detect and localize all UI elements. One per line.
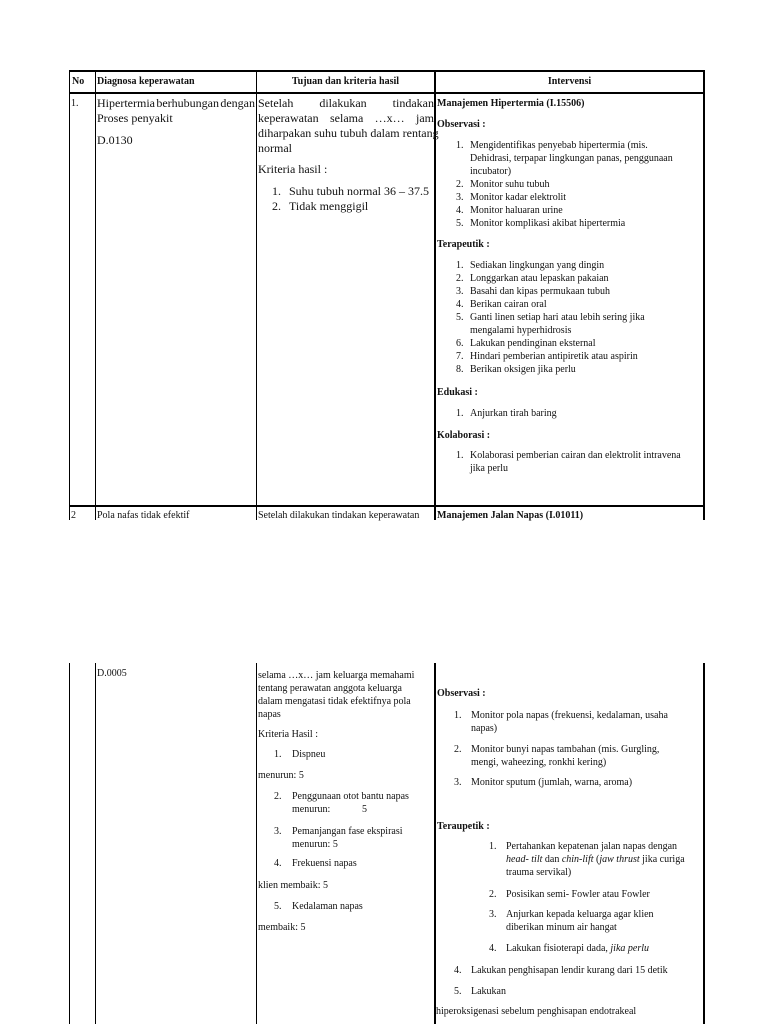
p2-terapeutik-item: Anjurkan kepada keluarga agar klien [506, 909, 654, 920]
observasi-item: Monitor komplikasi akibat hipertermia [470, 218, 626, 229]
p2-kriteria-item-cont: menurun: 5 [292, 839, 338, 850]
row1-tujuan-line2 [258, 111, 434, 126]
terapeutik-item: Hindari pemberian antipiretik atau aspirin [470, 351, 638, 362]
list-num: 5. [454, 986, 462, 997]
header-intervensi: Intervensi [547, 76, 592, 87]
p2-kriteria-label: Kriteria Hasil : [258, 729, 318, 740]
list-num: 1. [456, 140, 464, 151]
header-no: No [72, 76, 85, 87]
list-num: 5. [274, 901, 282, 912]
list-num: 4. [489, 943, 497, 954]
term-chin-lift: chin-lift [561, 854, 594, 865]
list-num: 8. [456, 364, 464, 375]
list-num: 1. [456, 450, 464, 461]
p2-terapeutik-item-cont: hiperoksigenasi sebelum penghisapan endotrakeal [436, 1006, 637, 1017]
observasi-item: Monitor suhu tubuh [470, 179, 550, 190]
conj: dan [542, 854, 562, 865]
kolaborasi-label: Kolaborasi : [437, 430, 491, 441]
row1-diag-code: D.0130 [97, 133, 133, 147]
observasi-item: Monitor haluaran urine [470, 205, 563, 216]
row1-diag-line2: Proses penyakit [97, 111, 173, 125]
list-num: 3. [456, 192, 464, 203]
list-num: 5. [456, 312, 464, 323]
observasi-item-cont: incubator) [470, 166, 512, 177]
kolaborasi-item-cont: jika perlu [470, 463, 509, 474]
list-num: 6. [456, 338, 464, 349]
p2-col-border-1 [95, 663, 96, 1024]
p2-kriteria-item: Pemanjangan fase ekspirasi [292, 826, 403, 837]
observasi-item-cont: Dehidrasi, terpapar lingkungan panas, penggunaan [470, 153, 673, 164]
terapeutik-item: Berikan cairan oral [470, 299, 547, 310]
list-num: 1. [274, 749, 282, 760]
row2-no: 2 [71, 510, 76, 521]
table-top-border [69, 70, 705, 72]
list-num: 5. [456, 218, 464, 229]
row1-no: 1. [71, 98, 79, 109]
terapeutik-item: Sediakan lingkungan yang dingin [470, 260, 605, 271]
p2-col-border-right [703, 663, 705, 1024]
list-num: 1. [456, 260, 464, 271]
terapeutik-item-cont: mengalami hyperhidrosis [470, 325, 572, 336]
tujuan-word: jam [416, 111, 434, 125]
terapeutik-item: Lakukan pendinginan eksternal [470, 338, 596, 349]
p2-kriteria-sub: membaik: 5 [258, 922, 306, 933]
p2-terapeutik-item-cont: diberikan minum air hangat [506, 922, 617, 933]
kriteria-item: Tidak menggigil [289, 199, 369, 213]
kolaborasi-item: Kolaborasi pemberian cairan dan elektrolit intravena [470, 450, 681, 461]
edukasi-label: Edukasi : [437, 387, 478, 398]
row1-tujuan-line1 [258, 96, 434, 111]
col-border-right [703, 70, 705, 520]
list-num: 4. [274, 858, 282, 869]
row1-tujuan-line4: normal [258, 141, 292, 155]
row2-diag-code: D.0005 [97, 668, 127, 679]
list-num: 2. [489, 889, 497, 900]
kriteria-item: Suhu tubuh normal 36 – 37.5 [289, 184, 429, 198]
list-num: 3. [274, 826, 282, 837]
text: Lakukan fisioterapi dada, [506, 943, 611, 954]
col-border-1 [95, 70, 96, 520]
p2-kriteria-sub: menurun: 5 [258, 770, 304, 781]
row2-diag: Pola nafas tidak efektif [97, 510, 190, 521]
row1-kriteria-label: Kriteria hasil : [258, 162, 328, 176]
p2-tujuan-line: dalam mengatasi tidak efektifnya pola [258, 696, 411, 707]
header-bottom-border [69, 92, 705, 94]
col-border-left [69, 70, 70, 520]
p2-terapeutik-item [506, 942, 649, 955]
p2-kriteria-item: Frekuensi napas [292, 858, 357, 869]
p2-terapeutik-item: Pertahankan kepatenan jalan napas dengan [506, 841, 678, 852]
row2-tujuan-start: Setelah dilakukan tindakan keperawatan [258, 510, 420, 521]
p2-terapeutik-item: Lakukan [471, 986, 506, 997]
p2-observasi-item: Monitor sputum (jumlah, warna, aroma) [471, 777, 633, 788]
p2-kriteria-item-cont: menurun: [292, 804, 331, 815]
p2-col-border-2 [256, 663, 257, 1024]
p2-kriteria-item: Penggunaan otot bantu napas [292, 791, 409, 802]
row1-bottom-border [69, 505, 705, 507]
row2-intervensi-title: Manajemen Jalan Napas (I.01011) [437, 510, 584, 521]
p2-col-border-3 [434, 663, 436, 1024]
edukasi-item: Anjurkan tirah baring [470, 408, 557, 419]
p2-col-border-left [69, 663, 70, 1024]
list-num: 3. [454, 777, 462, 788]
p2-tujuan-line: napas [258, 709, 281, 720]
term-jaw-thrust: jaw thrust [599, 854, 640, 865]
tujuan-word: tindakan [392, 96, 434, 110]
list-num: 3. [456, 286, 464, 297]
tujuan-word: keperawatan [258, 111, 319, 125]
row1-tujuan-line3: diharpakan suhu tubuh dalam rentang [258, 126, 439, 140]
col-border-2 [256, 70, 257, 520]
p2-tujuan-line: tentang perawatan anggota keluarga [258, 683, 402, 694]
tujuan-word: selama [329, 111, 364, 125]
p2-observasi-label: Observasi : [437, 688, 486, 699]
list-num: 2. [274, 791, 282, 802]
list-num: 2. [454, 744, 462, 755]
p2-kriteria-item: Kedalaman napas [292, 901, 363, 912]
p2-observasi-item: Monitor pola napas (frekuensi, kedalaman, usaha [471, 710, 668, 721]
p2-terapeutik-item: Lakukan penghisapan lendir kurang dari 15 detik [471, 965, 668, 976]
row1-diag-line1 [97, 96, 255, 111]
p2-kriteria-score: 5 [362, 804, 367, 815]
term-head-tilt: head- tilt [506, 854, 543, 865]
list-num: 4. [454, 965, 462, 976]
p2-terapeutik-item-cont [506, 853, 685, 866]
p2-terapeutik-label: Teraupetik : [437, 821, 490, 832]
list-num: 1. [489, 841, 497, 852]
rest: jika curiga [639, 854, 685, 865]
diag-word: berhubungan [156, 96, 219, 110]
observasi-item: Monitor kadar elektrolit [470, 192, 567, 203]
tujuan-word: …x… [374, 111, 405, 125]
list-num: 1. [454, 710, 462, 721]
terapeutik-label: Terapeutik : [437, 239, 490, 250]
terapeutik-item: Berikan oksigen jika perlu [470, 364, 576, 375]
kriteria-num: 1. [272, 184, 281, 198]
terapeutik-item: Basahi dan kipas permukaan tubuh [470, 286, 610, 297]
terapeutik-item: Ganti linen setiap hari atau lebih sering jika [470, 312, 645, 323]
kriteria-num: 2. [272, 199, 281, 213]
list-num: 4. [456, 205, 464, 216]
terapeutik-item: Longgarkan atau lepaskan pakaian [470, 273, 609, 284]
p2-terapeutik-item: Posisikan semi- Fowler atau Fowler [506, 889, 650, 900]
observasi-item: Mengidentifikas penyebab hipertermia (mis. [470, 140, 648, 151]
row1-intervensi-title: Manajemen Hipertermia (I.15506) [437, 98, 585, 109]
list-num: 7. [456, 351, 464, 362]
p2-observasi-item-cont: mengi, waheezing, ronkhi kering) [471, 757, 607, 768]
diag-word: dengan [220, 96, 255, 110]
observasi-label: Observasi : [437, 119, 486, 130]
header-diagnosa: Diagnosa keperawatan [97, 76, 195, 87]
diag-word: Hipertermia [97, 96, 155, 110]
paren: ( [593, 854, 600, 865]
list-num: 1. [456, 408, 464, 419]
list-num: 3. [489, 909, 497, 920]
list-num: 4. [456, 299, 464, 310]
p2-kriteria-sub: klien membaik: 5 [258, 880, 328, 891]
p2-kriteria-item: Dispneu [292, 749, 326, 760]
p2-observasi-item-cont: napas) [471, 723, 498, 734]
list-num: 2. [456, 179, 464, 190]
p2-observasi-item: Monitor bunyi napas tambahan (mis. Gurgling, [471, 744, 660, 755]
p2-tujuan-line: selama …x… jam keluarga memahami [258, 670, 415, 681]
text-italic: jika perlu [610, 943, 650, 954]
list-num: 2. [456, 273, 464, 284]
tujuan-word: dilakukan [319, 96, 367, 110]
p2-terapeutik-item-cont: trauma servikal) [506, 867, 572, 878]
header-tujuan: Tujuan dan kriteria hasil [291, 76, 400, 87]
tujuan-word: Setelah [258, 96, 294, 110]
